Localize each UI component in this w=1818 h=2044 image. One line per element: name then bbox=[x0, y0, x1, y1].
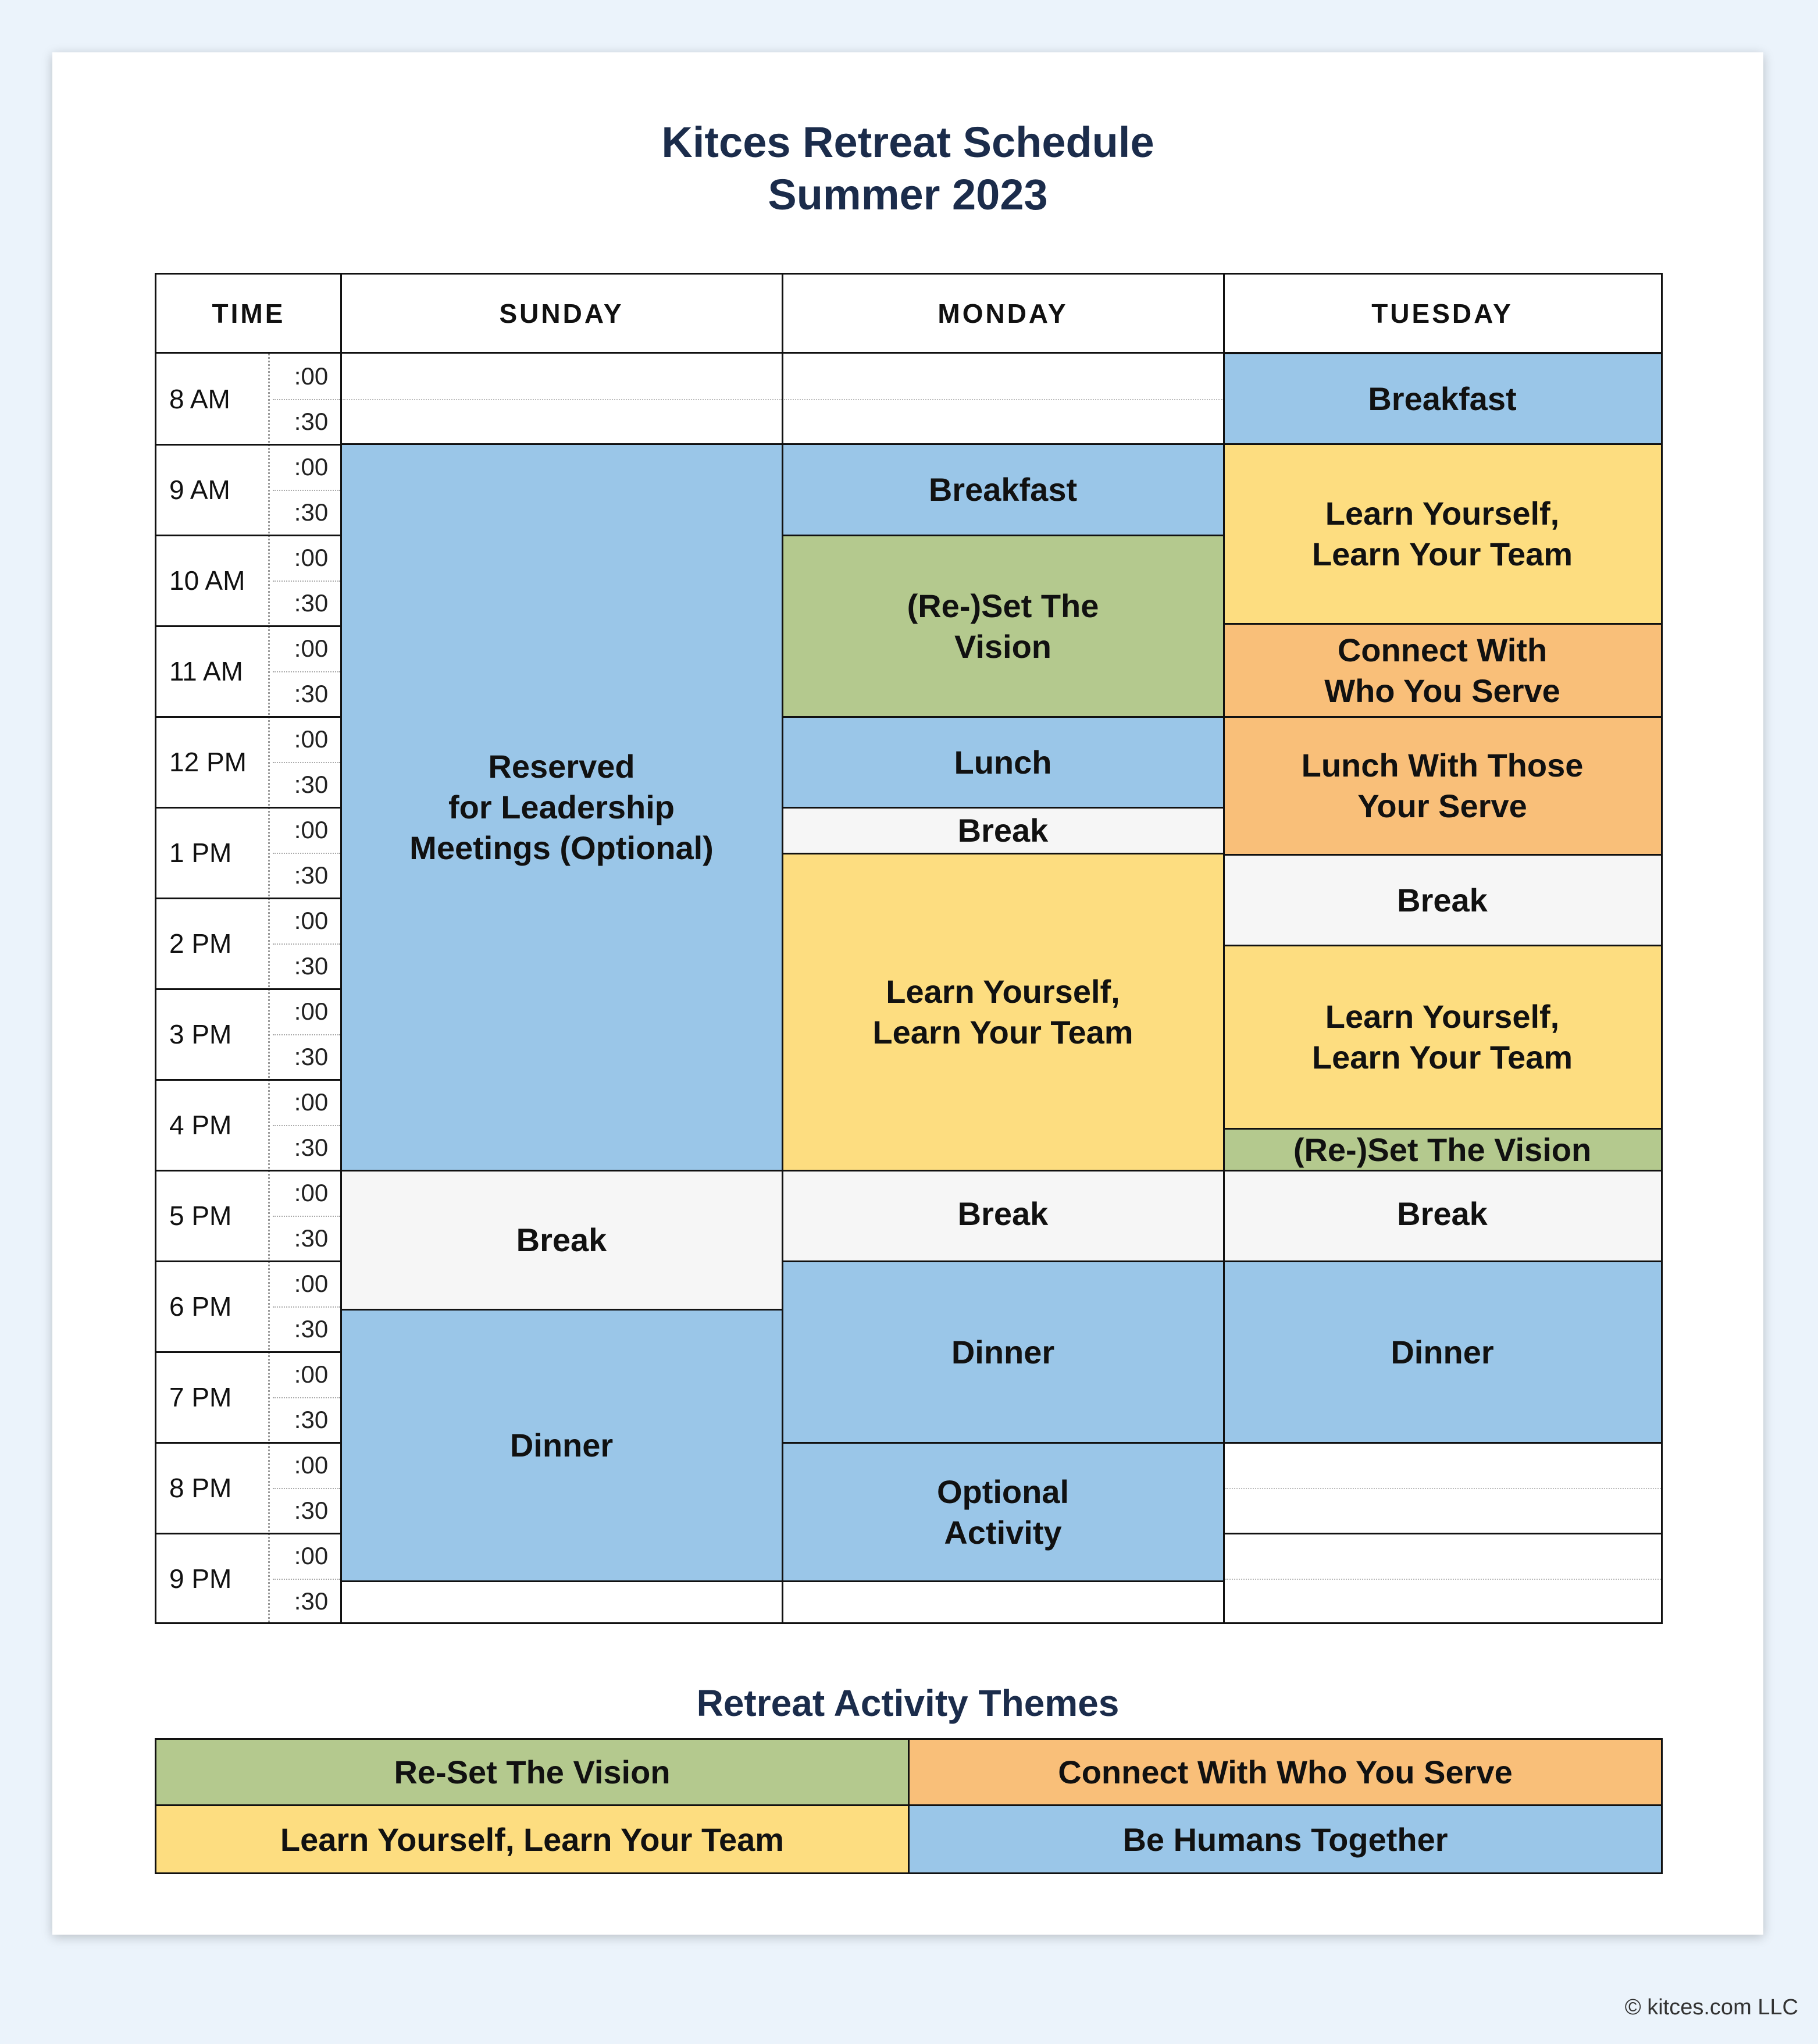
title-line-1: Kitces Retreat Schedule bbox=[661, 118, 1154, 166]
minute-label: :00 bbox=[294, 1270, 329, 1297]
hour-line bbox=[156, 807, 341, 809]
half-hour-line bbox=[273, 399, 340, 400]
tuesday-break-block bbox=[1224, 1170, 1661, 1262]
minute-label: :00 bbox=[294, 1451, 329, 1479]
tuesday-break-block bbox=[1224, 854, 1661, 946]
monday-break-block bbox=[782, 807, 1224, 854]
monday-lunch-block bbox=[782, 716, 1224, 809]
hour-line bbox=[156, 535, 341, 536]
half-hour-line bbox=[273, 581, 340, 582]
hour-line bbox=[156, 1533, 341, 1534]
column-divider bbox=[340, 275, 342, 1622]
half-hour-line bbox=[273, 1397, 340, 1398]
half-hour-line bbox=[273, 762, 340, 763]
hour-line bbox=[156, 1351, 341, 1353]
block-text: Break bbox=[516, 1222, 607, 1258]
half-hour-line bbox=[343, 399, 782, 400]
monday-break-block bbox=[782, 1170, 1224, 1262]
tuesday-connect-block bbox=[1224, 623, 1661, 718]
monday-optional-block bbox=[782, 1442, 1224, 1582]
hour-label: 10 AM bbox=[169, 565, 245, 596]
legend-table bbox=[155, 1738, 1663, 1874]
minute-label: :30 bbox=[294, 1406, 329, 1433]
block-text: Break bbox=[1397, 881, 1488, 918]
block-text: Breakfast bbox=[928, 471, 1078, 508]
minute-label: :00 bbox=[294, 1088, 329, 1116]
minute-label: :30 bbox=[294, 1497, 329, 1524]
monday-learn-block bbox=[782, 853, 1224, 1171]
block-text: (Re-)Set The bbox=[907, 587, 1099, 624]
hour-line bbox=[156, 625, 341, 627]
minute-label: :00 bbox=[294, 362, 329, 390]
hour-line bbox=[156, 1170, 341, 1171]
hour-label: 9 PM bbox=[169, 1564, 232, 1594]
block-text: Dinner bbox=[951, 1333, 1055, 1370]
half-hour-line bbox=[784, 399, 1224, 400]
half-hour-line bbox=[273, 490, 340, 491]
tuesday-breakfast-block bbox=[1224, 352, 1661, 445]
header-sunday: SUNDAY bbox=[341, 275, 782, 354]
hour-label: 2 PM bbox=[169, 928, 232, 959]
minute-label: :00 bbox=[294, 1542, 329, 1569]
hour-label: 8 AM bbox=[169, 384, 230, 414]
minute-label: :30 bbox=[294, 1134, 329, 1161]
hour-line bbox=[156, 716, 341, 718]
tuesday-learn-block bbox=[1224, 945, 1661, 1130]
minute-label: :30 bbox=[294, 589, 329, 617]
block-text: Learn Yourself, bbox=[1325, 495, 1560, 532]
block-text: Learn Your Team bbox=[1311, 1039, 1573, 1076]
half-hour-line bbox=[273, 1488, 340, 1489]
hour-line bbox=[156, 1260, 341, 1262]
half-hour-line bbox=[273, 853, 340, 854]
block-text: Vision bbox=[954, 628, 1051, 665]
header-tuesday: TUESDAY bbox=[1224, 275, 1661, 354]
hour-label: 4 PM bbox=[169, 1110, 232, 1140]
minute-label: :30 bbox=[294, 408, 329, 435]
monday-vision-block bbox=[782, 535, 1224, 718]
block-text: Break bbox=[1397, 1195, 1488, 1232]
block-text: Learn Yourself, bbox=[886, 973, 1120, 1010]
block-text: Optional bbox=[936, 1473, 1070, 1510]
copyright-footer: © kitces.com LLC bbox=[1624, 1995, 1798, 2020]
minute-label: :30 bbox=[294, 1043, 329, 1070]
header-monday: MONDAY bbox=[782, 275, 1224, 354]
block-text: Dinner bbox=[509, 1427, 614, 1463]
hour-label: 12 PM bbox=[169, 747, 247, 777]
hour-label: 1 PM bbox=[169, 838, 232, 868]
block-text: Dinner bbox=[1391, 1333, 1494, 1370]
half-hour-line bbox=[273, 1579, 340, 1580]
hour-line bbox=[156, 1442, 341, 1444]
minute-label: :00 bbox=[294, 635, 329, 662]
minute-label: :30 bbox=[294, 1587, 329, 1615]
hour-label: 7 PM bbox=[169, 1382, 232, 1412]
block-text: Learn Yourself, bbox=[1325, 998, 1560, 1035]
half-hour-line bbox=[273, 1125, 340, 1126]
minute-label: :00 bbox=[294, 816, 329, 843]
half-hour-line bbox=[273, 943, 340, 945]
minute-label: :00 bbox=[294, 453, 329, 480]
tuesday-lunch-block bbox=[1224, 716, 1661, 856]
block-text: Learn Your Team bbox=[872, 1014, 1133, 1051]
hour-line bbox=[1224, 1533, 1661, 1534]
minute-label: :30 bbox=[294, 952, 329, 980]
minute-label: :30 bbox=[294, 498, 329, 526]
sunday-break-block bbox=[341, 1170, 782, 1311]
hour-label: 3 PM bbox=[169, 1019, 232, 1049]
block-text: Activity bbox=[944, 1514, 1062, 1551]
hour-label: 5 PM bbox=[169, 1201, 232, 1231]
minute-label: :30 bbox=[294, 1315, 329, 1343]
half-hour-line bbox=[273, 1306, 340, 1308]
block-text: Lunch With Those bbox=[1301, 747, 1584, 784]
block-text: Breakfast bbox=[1368, 380, 1517, 417]
half-hour-line bbox=[273, 671, 340, 672]
minute-label: :00 bbox=[294, 544, 329, 571]
minute-label: :00 bbox=[294, 1361, 329, 1388]
minute-label: :30 bbox=[294, 861, 329, 889]
hour-label: 6 PM bbox=[169, 1291, 232, 1322]
hour-line bbox=[156, 898, 341, 899]
legend-connect: Connect With Who You Serve bbox=[910, 1740, 1661, 1806]
legend-learn: Learn Yourself, Learn Your Team bbox=[156, 1806, 910, 1872]
title-line-2: Summer 2023 bbox=[768, 170, 1048, 219]
hour-line bbox=[156, 1079, 341, 1081]
legend-title: Retreat Activity Themes bbox=[696, 1682, 1120, 1724]
sunday-leadership-block bbox=[341, 443, 782, 1171]
block-text: (Re-)Set The Vision bbox=[1293, 1131, 1592, 1168]
block-text: Who You Serve bbox=[1324, 672, 1560, 709]
hour-label: 9 AM bbox=[169, 475, 230, 505]
block-text: Lunch bbox=[954, 743, 1052, 781]
sunday-dinner-block bbox=[341, 1309, 782, 1582]
block-text: Break bbox=[957, 812, 1049, 849]
hour-label: 8 PM bbox=[169, 1473, 232, 1503]
block-text: for Leadership bbox=[448, 789, 675, 825]
minute-label: :00 bbox=[294, 907, 329, 934]
block-text: Connect With bbox=[1337, 631, 1548, 668]
column-divider bbox=[782, 275, 783, 1622]
minute-label: :00 bbox=[294, 725, 329, 753]
hour-label: 11 AM bbox=[169, 656, 243, 686]
header-time: TIME bbox=[156, 275, 341, 354]
minute-label: :30 bbox=[294, 771, 329, 798]
block-text: Meetings (Optional) bbox=[409, 829, 714, 866]
block-text: Break bbox=[957, 1195, 1049, 1232]
half-hour-line bbox=[1225, 1488, 1661, 1489]
half-hour-line bbox=[273, 1034, 340, 1035]
page-title bbox=[52, 116, 1763, 221]
block-text: Reserved bbox=[488, 748, 635, 785]
minute-label: :30 bbox=[294, 680, 329, 707]
half-hour-line bbox=[273, 1216, 340, 1217]
tuesday-vision-block bbox=[1224, 1128, 1661, 1171]
schedule-table bbox=[155, 273, 1663, 1624]
tuesday-dinner-block bbox=[1224, 1260, 1661, 1444]
half-hour-line bbox=[1225, 1579, 1661, 1580]
monday-dinner-block bbox=[782, 1260, 1224, 1444]
hour-line bbox=[156, 988, 341, 990]
minute-label: :00 bbox=[294, 1179, 329, 1206]
tuesday-learn-block bbox=[1224, 443, 1661, 625]
block-text: Your Serve bbox=[1357, 788, 1527, 824]
legend-humans: Be Humans Together bbox=[910, 1806, 1661, 1872]
legend-reset-vision: Re-Set The Vision bbox=[156, 1740, 910, 1806]
monday-breakfast-block bbox=[782, 443, 1224, 536]
block-text: Learn Your Team bbox=[1311, 536, 1573, 572]
minute-label: :00 bbox=[294, 998, 329, 1025]
hour-line bbox=[156, 444, 341, 446]
column-divider bbox=[1223, 275, 1225, 1622]
minute-label: :30 bbox=[294, 1224, 329, 1252]
